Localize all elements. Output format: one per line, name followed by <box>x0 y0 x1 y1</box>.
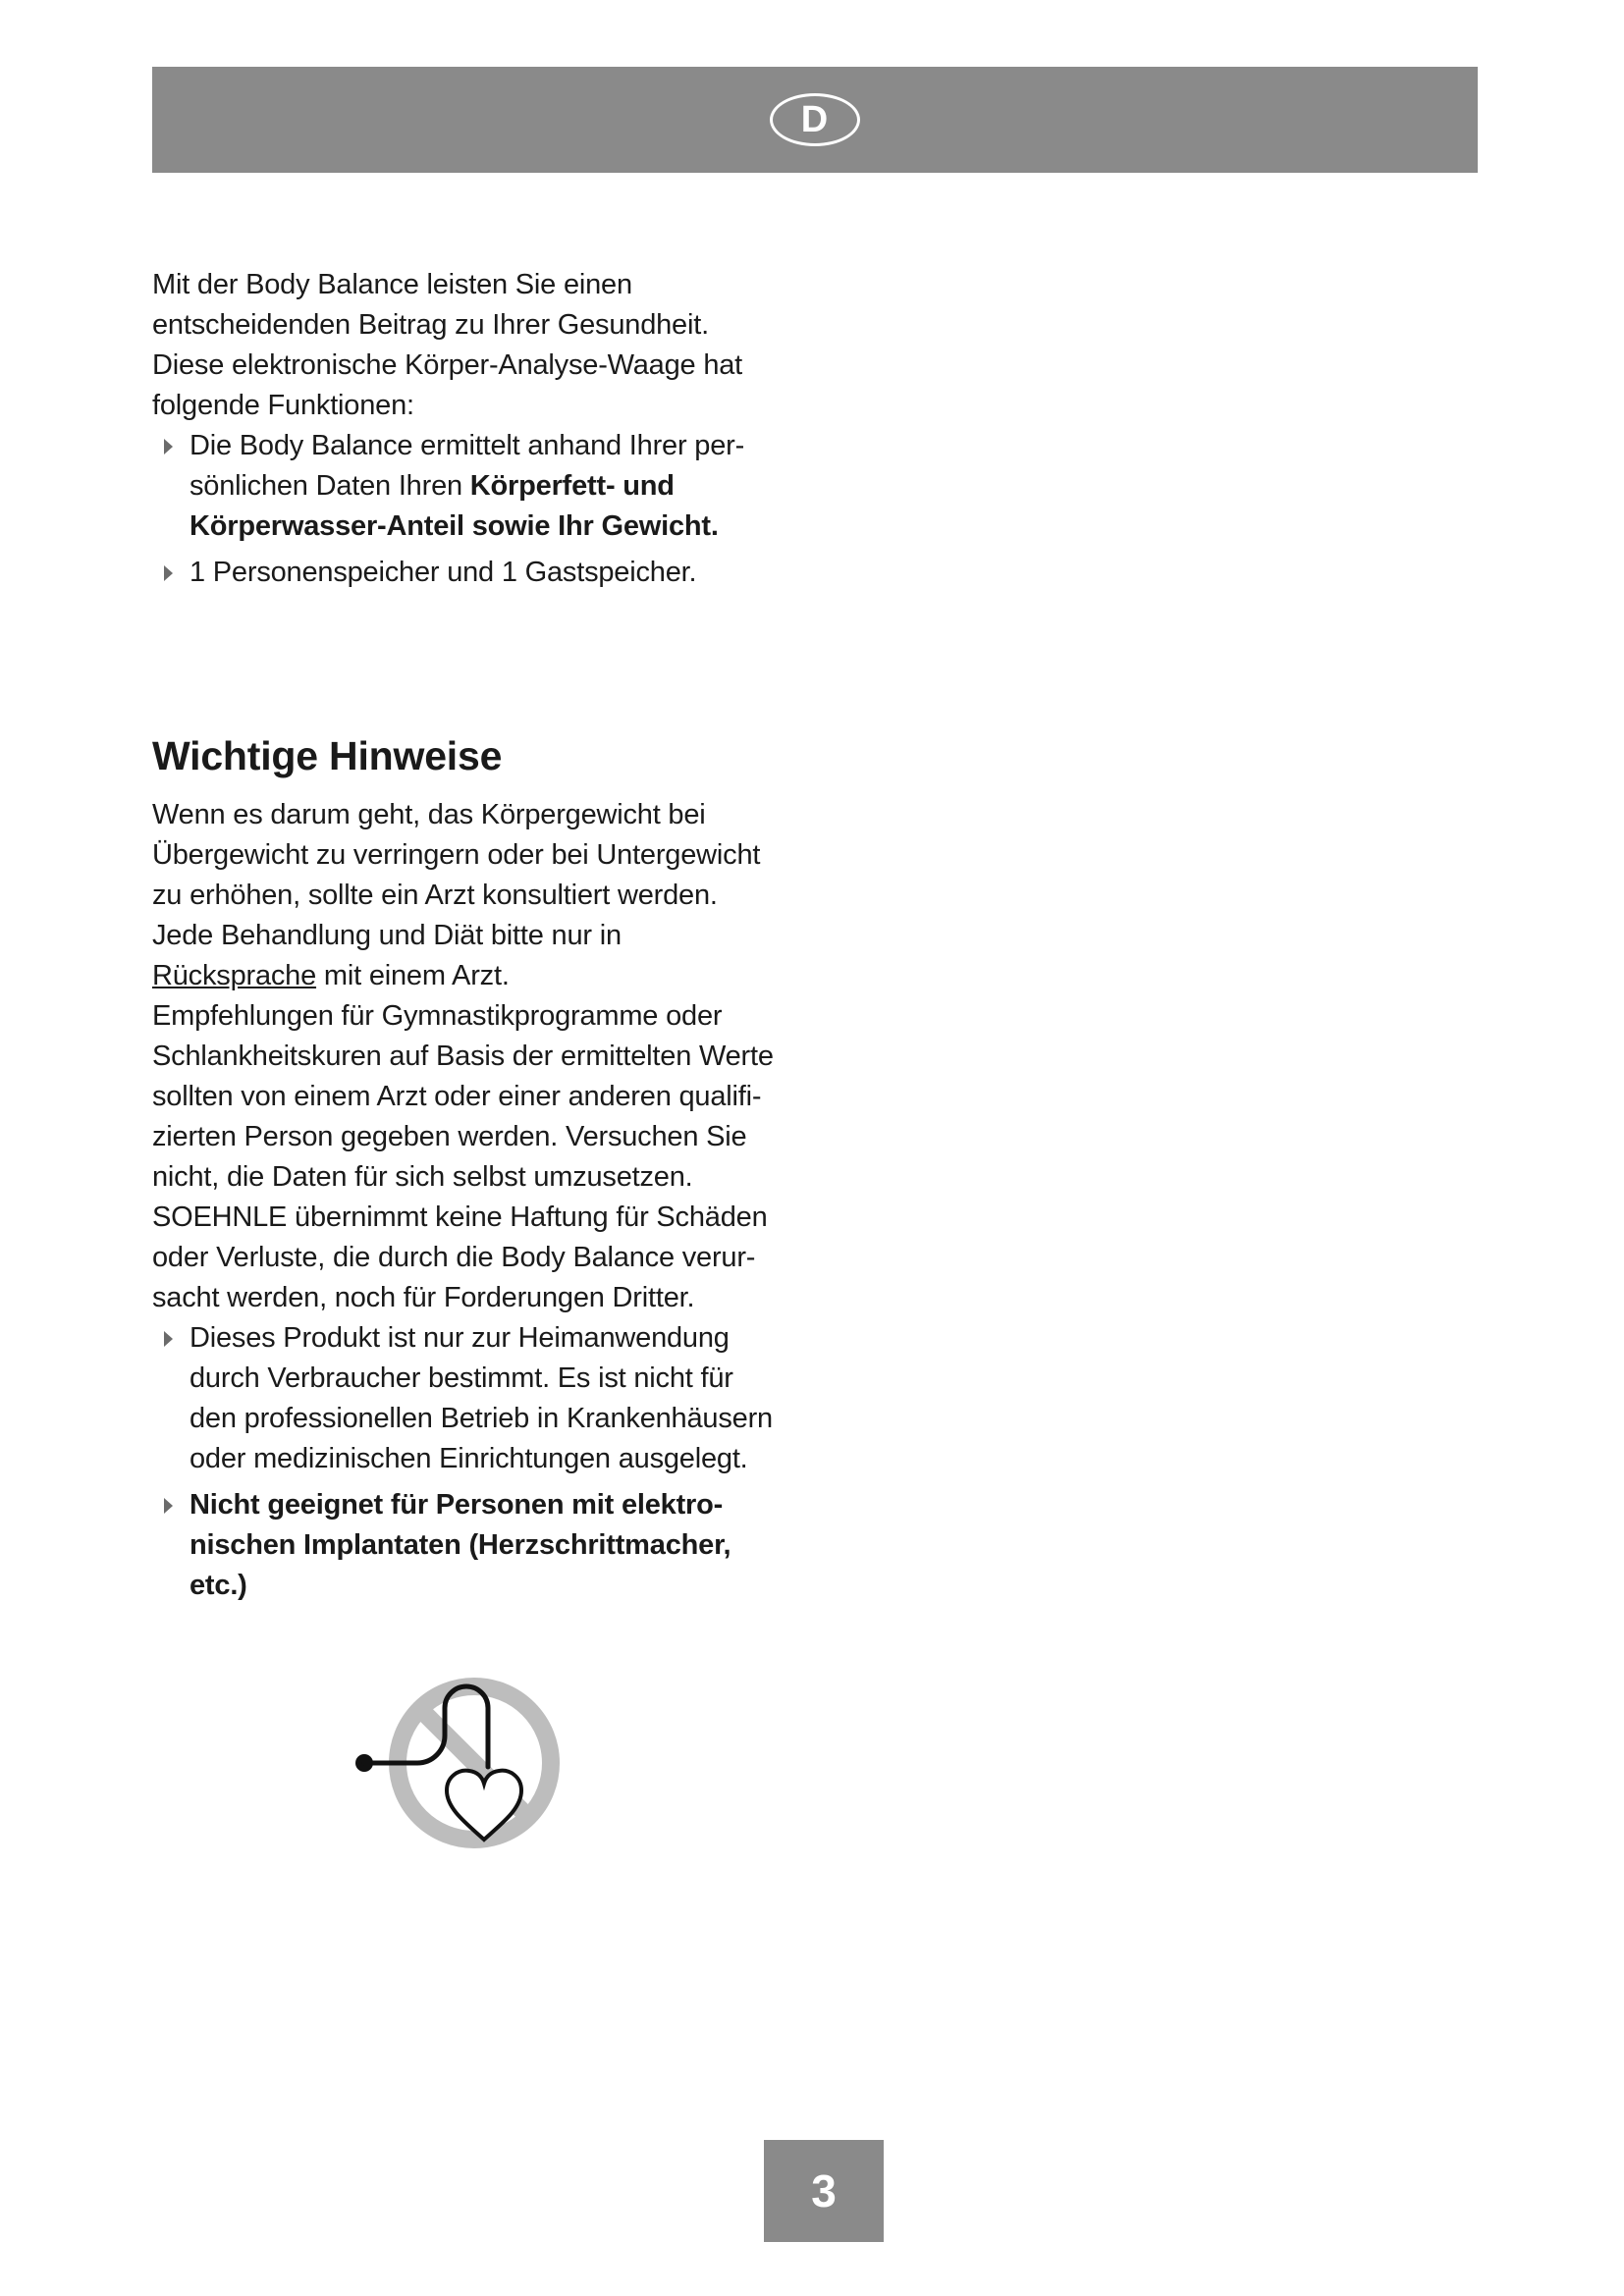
underlined-term: Rücksprache <box>152 960 317 991</box>
notes-line: Wenn es darum geht, das Körpergewicht bei <box>152 799 706 830</box>
notes-line: sacht werden, noch für Forderungen Dritter. <box>152 1282 695 1313</box>
feature-highlight: Körperwasser-Anteil sowie Ihr Gewicht. <box>189 510 719 542</box>
intro-line: Diese elektronische Körper-Analyse-Waage hat <box>152 349 743 381</box>
notes-line: zierten Person gegeben werden. Versuchen Sie <box>152 1121 747 1152</box>
feature-list <box>152 426 800 593</box>
main-content <box>152 265 800 1612</box>
warning-text: oder medizinischen Einrichtungen ausgelegt. <box>189 1443 748 1474</box>
notes-paragraph <box>152 795 800 1318</box>
header-bar <box>152 67 1478 173</box>
notes-line: nicht, die Daten für sich selbst umzusetzen. <box>152 1161 693 1193</box>
feature-text: Die Body Balance ermittelt anhand Ihrer per- <box>189 430 745 461</box>
notes-line: Übergewicht zu verringern oder bei Untergewicht <box>152 839 761 871</box>
feature-highlight: Körperfett- und <box>469 470 675 502</box>
intro-paragraph <box>152 265 800 426</box>
triangle-bullet-icon <box>164 1331 173 1347</box>
warning-text: den professionellen Betrieb in Krankenhäusern <box>189 1403 773 1434</box>
notes-line: oder Verluste, die durch die Body Balance verur- <box>152 1242 756 1273</box>
triangle-bullet-icon <box>164 565 173 581</box>
warning-text: Nicht geeignet für Personen mit elektro- <box>189 1489 724 1521</box>
notes-line: SOEHNLE übernimmt keine Haftung für Schäden <box>152 1201 768 1233</box>
notes-text: mit einem Arzt. <box>316 960 510 991</box>
country-code-badge: D <box>770 93 860 146</box>
section-title: Wichtige Hinweise <box>152 733 503 778</box>
notes-line: Schlankheitskuren auf Basis der ermittelten Werte <box>152 1041 774 1072</box>
feature-item <box>152 426 800 547</box>
page-number: 3 <box>764 2140 884 2242</box>
triangle-bullet-icon <box>164 1498 173 1514</box>
notes-line <box>152 956 800 996</box>
intro-line: Mit der Body Balance leisten Sie einen <box>152 269 632 300</box>
notes-line: Empfehlungen für Gymnastikprogramme oder <box>152 1000 723 1032</box>
notes-line: zu erhöhen, sollte ein Arzt konsultiert werden. <box>152 880 718 911</box>
no-pacemaker-icon <box>349 1669 565 1855</box>
warning-item <box>152 1318 800 1479</box>
feature-text: sönlichen Daten Ihren <box>189 470 470 502</box>
warning-list <box>152 1318 800 1606</box>
intro-line: entscheidenden Beitrag zu Ihrer Gesundheit. <box>152 309 709 341</box>
warning-text: Dieses Produkt ist nur zur Heimanwendung <box>189 1322 730 1354</box>
warning-text: durch Verbraucher bestimmt. Es ist nicht für <box>189 1362 733 1394</box>
triangle-bullet-icon <box>164 439 173 454</box>
warning-item <box>152 1485 800 1606</box>
warning-text: nischen Implantaten (Herzschrittmacher, <box>189 1529 731 1561</box>
feature-text: 1 Personenspeicher und 1 Gastspeicher. <box>189 557 697 588</box>
warning-text: etc.) <box>189 1570 247 1601</box>
notes-line: Jede Behandlung und Diät bitte nur in <box>152 920 622 951</box>
feature-item <box>152 553 800 593</box>
intro-line: folgende Funktionen: <box>152 390 414 421</box>
notes-line: sollten von einem Arzt oder einer anderen qualifi- <box>152 1081 762 1112</box>
